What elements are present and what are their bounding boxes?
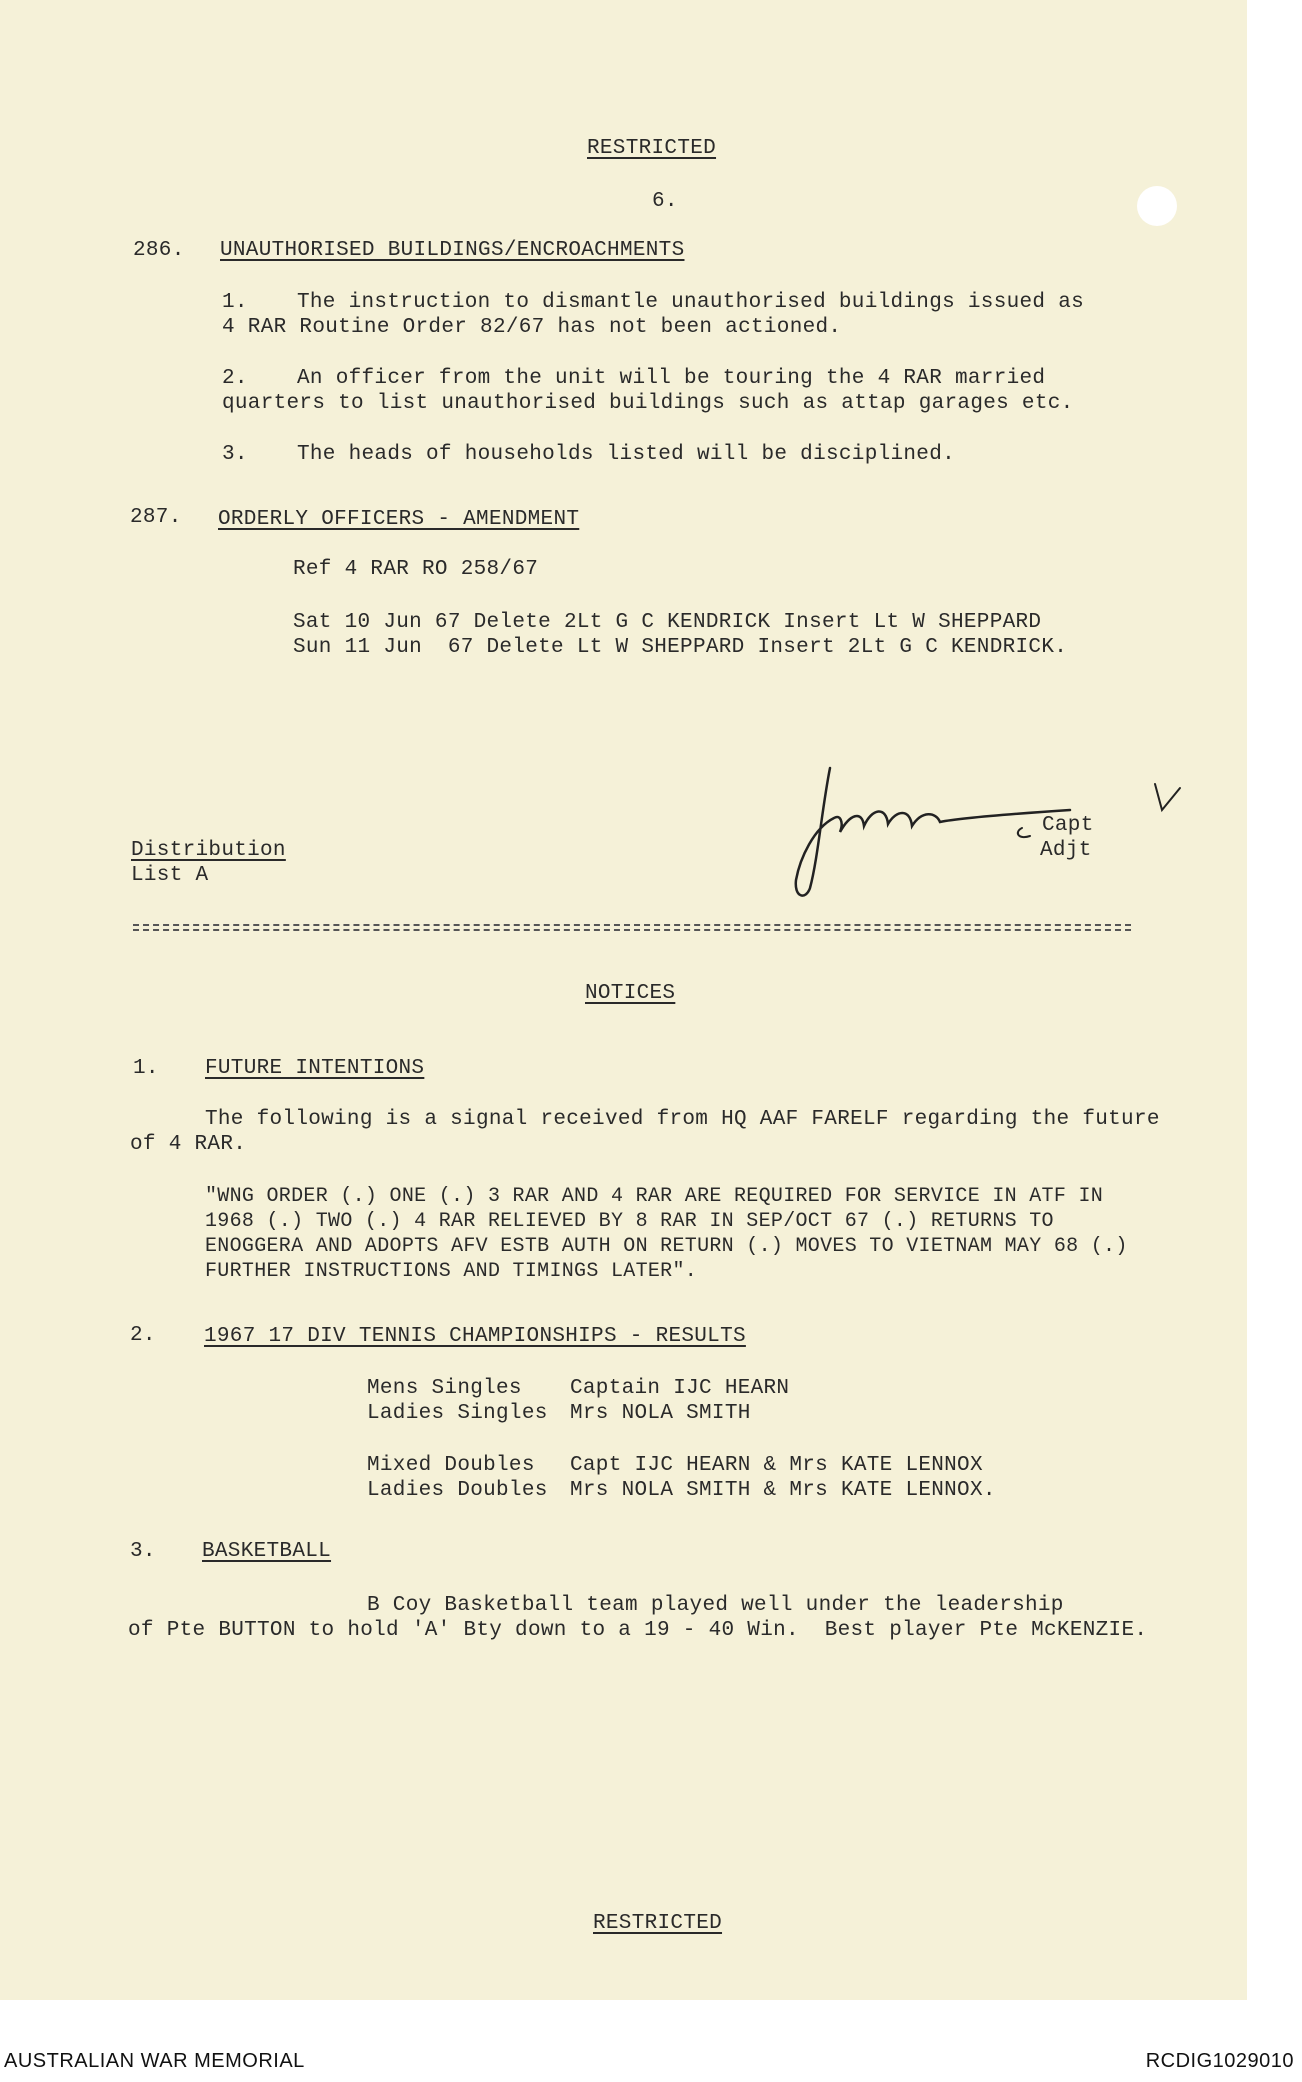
watermark-record-id: RCDIG1029010 xyxy=(1145,2050,1294,2072)
signal-line4: FURTHER INSTRUCTIONS AND TIMINGS LATER". xyxy=(205,1260,698,1283)
item-286-p2-line1: An officer from the unit will be touring the 4 RAR married xyxy=(297,367,1046,390)
notice-2-number: 2. xyxy=(130,1324,156,1347)
notice-1-line1: The following is a signal received from HQ AAF FARELF regarding the future xyxy=(205,1108,1160,1131)
signature-rank: Capt xyxy=(1042,814,1094,837)
item-287-number: 287. xyxy=(130,506,182,529)
handwritten-signature xyxy=(760,748,1200,908)
notices-title: NOTICES xyxy=(585,982,676,1005)
notice-3-number: 3. xyxy=(130,1540,156,1563)
distribution-label: Distribution xyxy=(131,839,286,862)
item-287-line2: Sun 11 Jun 67 Delete Lt W SHEPPARD Insert 2Lt G C KENDRICK. xyxy=(293,636,1068,659)
item-286-p3-number: 3. xyxy=(222,443,248,466)
result-event: Mens Singles xyxy=(367,1377,522,1400)
notice-1-title: FUTURE INTENTIONS xyxy=(205,1057,425,1080)
result-winner: Captain IJC HEARN xyxy=(570,1377,790,1400)
item-286-p1-line2: 4 RAR Routine Order 82/67 has not been actioned. xyxy=(222,316,842,339)
notice-1-number: 1. xyxy=(133,1057,159,1080)
page-number: 6. xyxy=(652,190,678,213)
item-286-p2-line2: quarters to list unauthorised buildings such as attap garages etc. xyxy=(222,392,1074,415)
separator-line xyxy=(133,924,1131,926)
signal-line3: ENOGGERA AND ADOPTS AFV ESTB AUTH ON RETURN (.) MOVES TO VIETNAM MAY 68 (.) xyxy=(205,1235,1128,1258)
item-287-title: ORDERLY OFFICERS - AMENDMENT xyxy=(218,508,580,531)
result-winner: Mrs NOLA SMITH & Mrs KATE LENNOX. xyxy=(570,1479,996,1502)
header-classification: RESTRICTED xyxy=(587,137,717,160)
result-event: Ladies Singles xyxy=(367,1402,548,1425)
item-286-title: UNAUTHORISED BUILDINGS/ENCROACHMENTS xyxy=(220,239,685,262)
watermark-institution: AUSTRALIAN WAR MEMORIAL xyxy=(4,2050,305,2072)
item-287-line1: Sat 10 Jun 67 Delete 2Lt G C KENDRICK Insert Lt W SHEPPARD xyxy=(293,611,1042,634)
signature-appointment: Adjt xyxy=(1040,839,1092,862)
item-286-p1-number: 1. xyxy=(222,291,248,314)
result-event: Ladies Doubles xyxy=(367,1479,548,1502)
notice-3-line1: B Coy Basketball team played well under the leadership xyxy=(367,1594,1064,1617)
result-winner: Capt IJC HEARN & Mrs KATE LENNOX xyxy=(570,1454,983,1477)
signal-line2: 1968 (.) TWO (.) 4 RAR RELIEVED BY 8 RAR IN SEP/OCT 67 (.) RETURNS TO xyxy=(205,1210,1054,1233)
footer-classification: RESTRICTED xyxy=(593,1912,723,1935)
item-287-reference: Ref 4 RAR RO 258/67 xyxy=(293,558,539,581)
punch-hole xyxy=(1137,186,1177,226)
item-286-p2-number: 2. xyxy=(222,367,248,390)
result-winner: Mrs NOLA SMITH xyxy=(570,1402,751,1425)
notice-3-line2: of Pte BUTTON to hold 'A' Bty down to a 19 - 40 Win. Best player Pte McKENZIE. xyxy=(128,1619,1148,1642)
notice-3-title: BASKETBALL xyxy=(202,1540,332,1563)
result-event: Mixed Doubles xyxy=(367,1454,535,1477)
notice-1-line2: of 4 RAR. xyxy=(130,1133,247,1156)
distribution-list: List A xyxy=(131,864,209,887)
item-286-p3-line1: The heads of households listed will be disciplined. xyxy=(297,443,956,466)
item-286-number: 286. xyxy=(133,239,185,262)
separator-line xyxy=(133,929,1131,931)
item-286-p1-line1: The instruction to dismantle unauthorised buildings issued as xyxy=(297,291,1085,314)
notice-2-title: 1967 17 DIV TENNIS CHAMPIONSHIPS - RESULTS xyxy=(204,1325,746,1348)
signal-line1: "WNG ORDER (.) ONE (.) 3 RAR AND 4 RAR ARE REQUIRED FOR SERVICE IN ATF IN xyxy=(205,1185,1104,1208)
